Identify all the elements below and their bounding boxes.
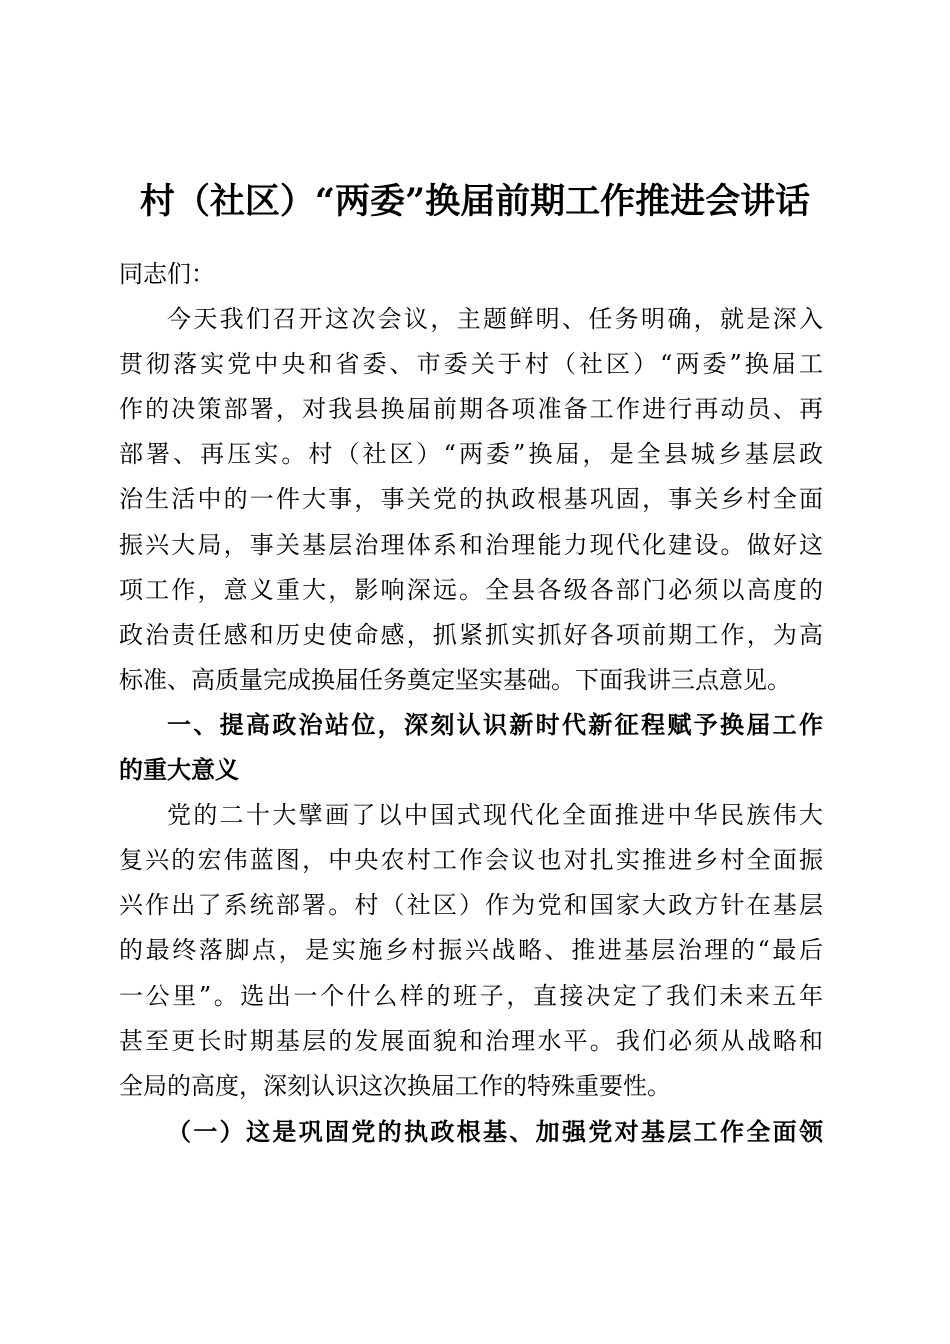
paragraph-line: 治生活中的一件大事，事关党的执政根基巩固，事关乡村全面 — [119, 485, 823, 514]
paragraph-line: 复兴的宏伟蓝图，中央农村工作会议也对扎实推进乡村全面振 — [119, 846, 823, 875]
document-body — [119, 252, 823, 1154]
paragraph-line: 部署、再压实。村（社区）“两委”换届，是全县城乡基层政 — [119, 440, 823, 469]
paragraph-line: 的最终落脚点，是实施乡村振兴战略、推进基层治理的“最后 — [119, 936, 823, 965]
greeting: 同志们： — [119, 260, 215, 288]
document-title: 村（社区）“两委”换届前期工作推进会讲话 — [139, 181, 811, 222]
paragraph-line: 甚至更长时期基层的发展面貌和治理水平。我们必须从战略和 — [119, 1026, 823, 1055]
paragraph-line: 今天我们召开这次会议，主题鲜明、任务明确，就是深入 — [167, 305, 823, 334]
paragraph-line: 标准、高质量完成换届任务奠定坚实基础。下面我讲三点意见。 — [119, 665, 791, 694]
section-heading: 一、提高政治站位，深刻认识新时代新征程赋予换届工作 — [167, 710, 823, 739]
paragraph-line: 作的决策部署，对我县换届前期各项准备工作进行再动员、再 — [119, 395, 823, 424]
paragraph-line: 一公里”。选出一个什么样的班子，直接决定了我们未来五年 — [119, 981, 823, 1010]
paragraph-line: 项工作，意义重大，影响深远。全县各级各部门必须以高度的 — [119, 575, 823, 604]
section-heading: 的重大意义 — [119, 756, 239, 785]
subsection-heading: （一）这是巩固党的执政根基、加强党对基层工作全面领 — [167, 1116, 823, 1146]
paragraph-line: 贯彻落实党中央和省委、市委关于村（社区）“两委”换届工 — [119, 350, 823, 379]
paragraph-line: 兴作出了系统部署。村（社区）作为党和国家大政方针在基层 — [119, 891, 823, 920]
paragraph-line: 党的二十大擘画了以中国式现代化全面推进中华民族伟大 — [167, 801, 823, 830]
paragraph-line: 政治责任感和历史使命感，抓紧抓实抓好各项前期工作，为高 — [119, 620, 823, 649]
paragraph-line: 振兴大局，事关基层治理体系和治理能力现代化建设。做好这 — [119, 530, 823, 559]
paragraph-line: 全局的高度，深刻认识这次换届工作的特殊重要性。 — [119, 1071, 671, 1100]
